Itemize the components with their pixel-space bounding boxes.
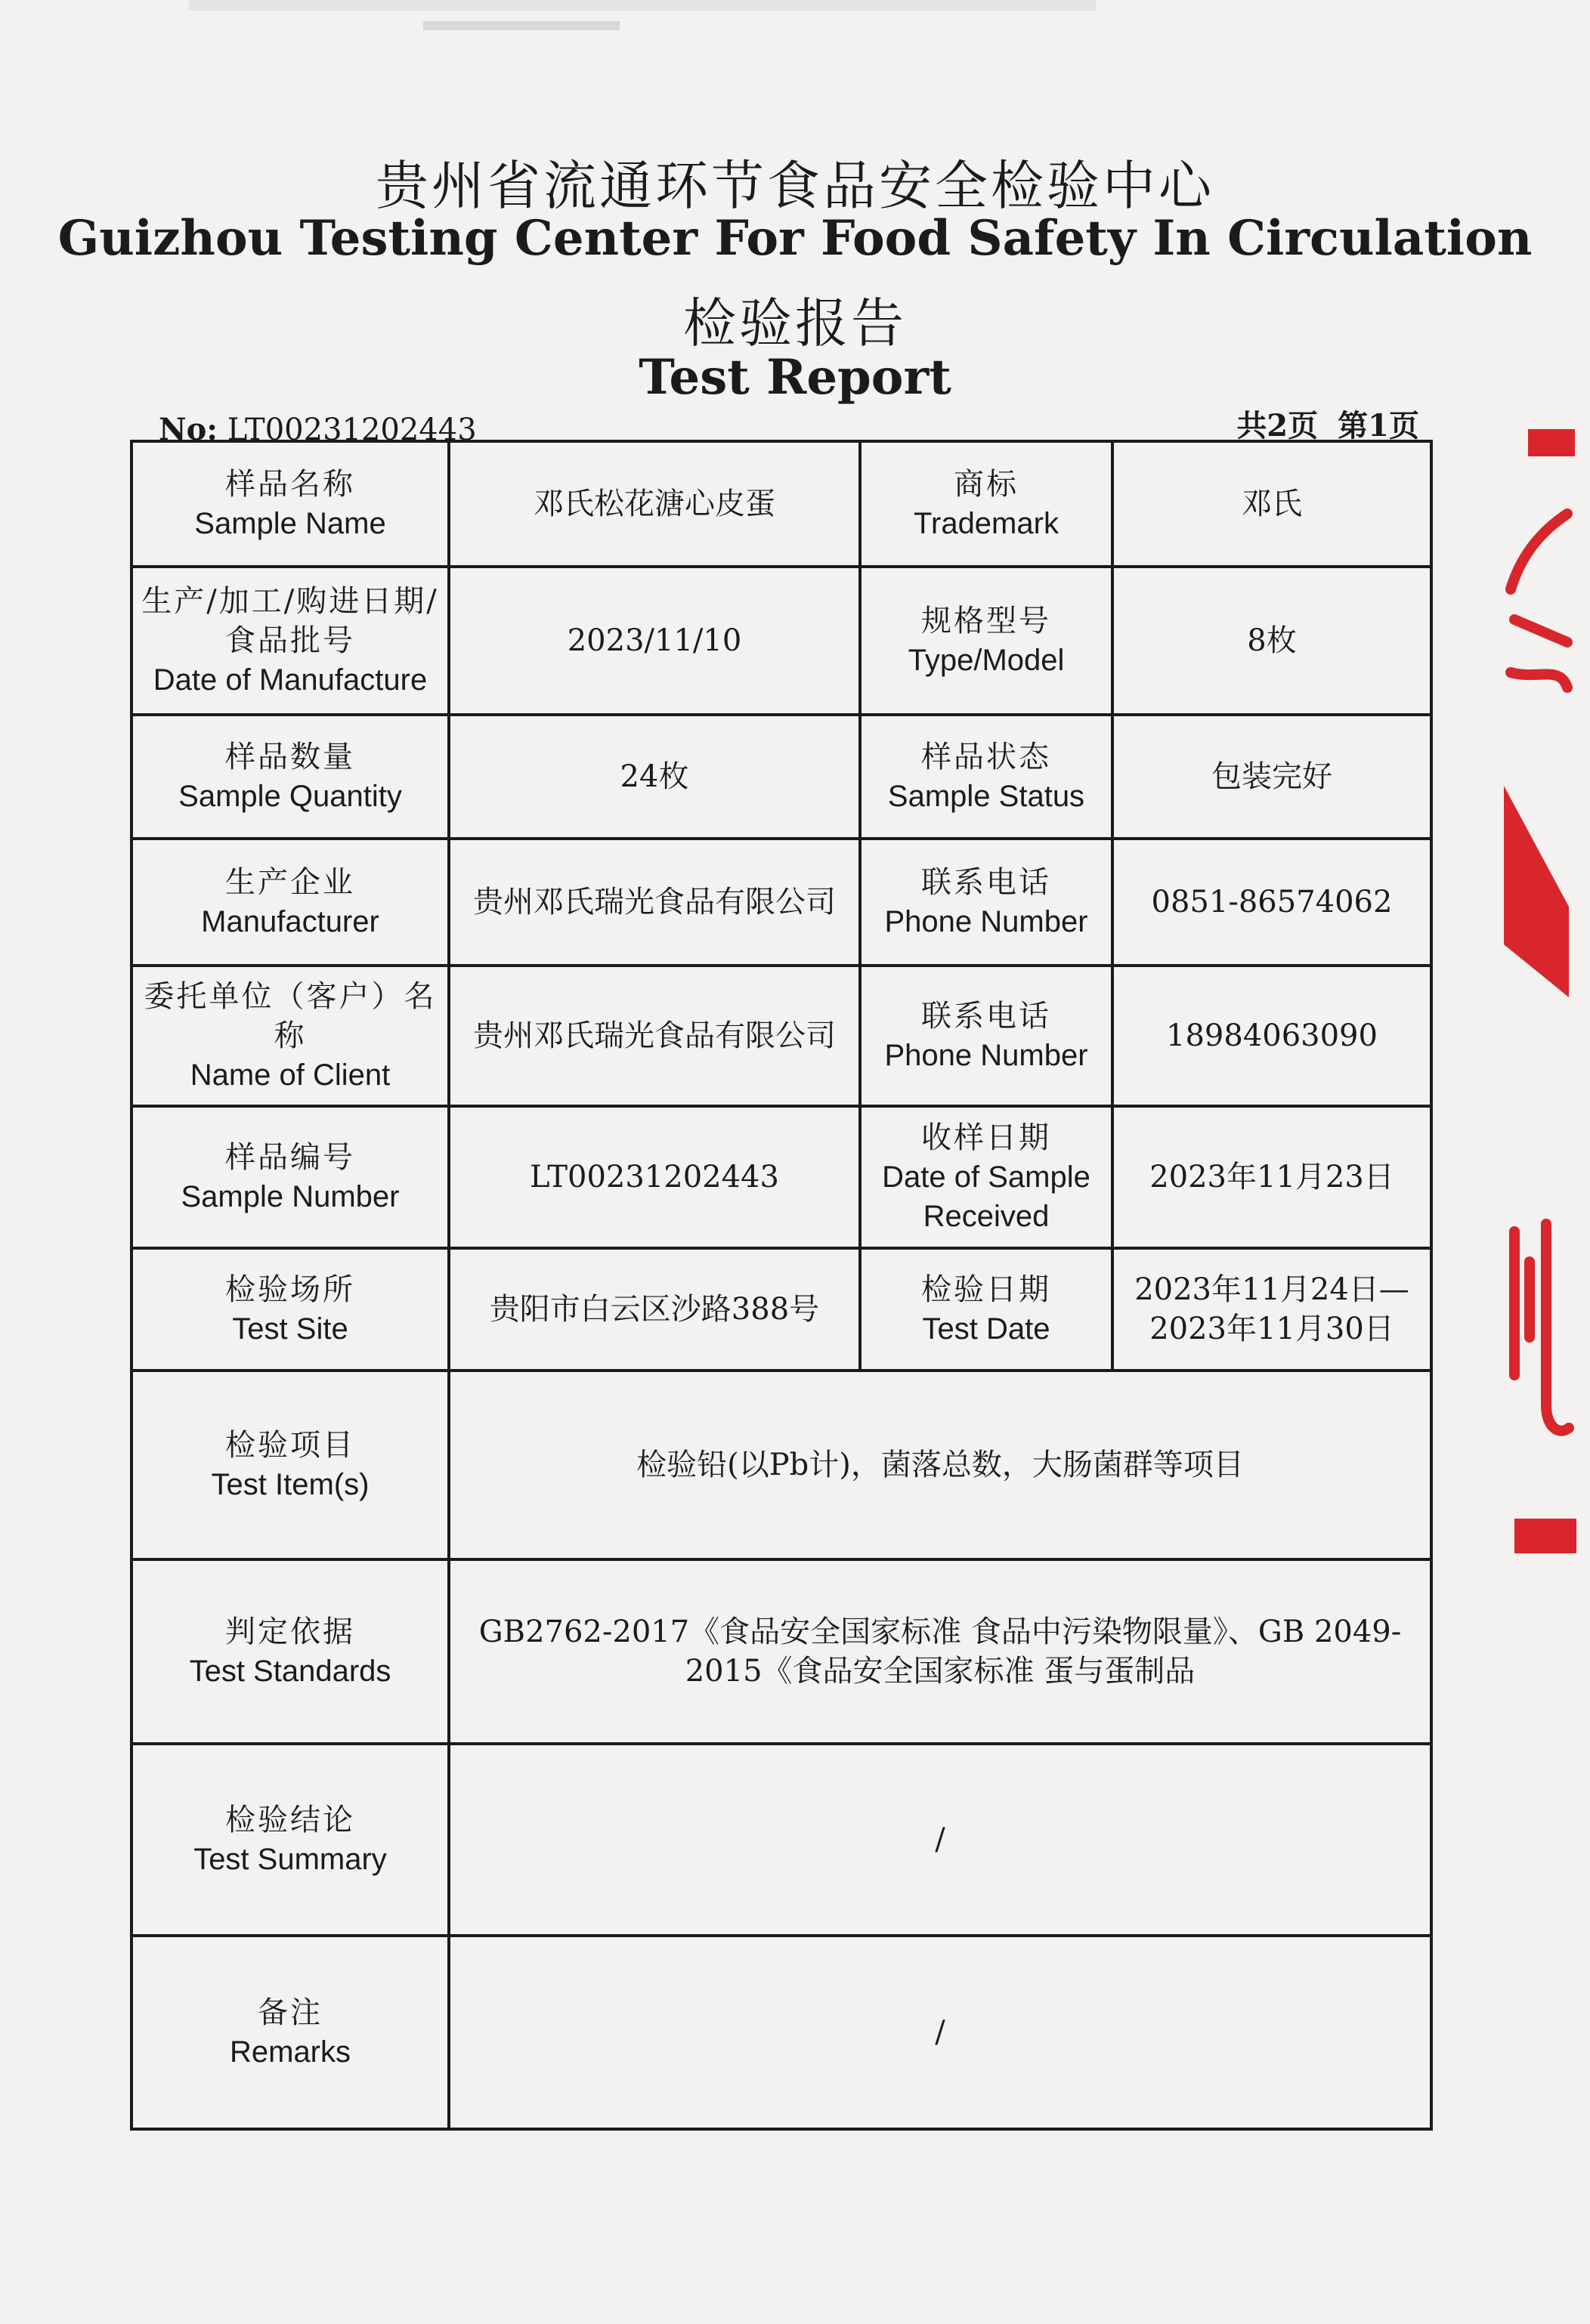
stamp-mark-middle <box>1504 786 1569 997</box>
manufacturer-phone-label: 联系电话 Phone Number <box>860 839 1112 966</box>
test-date-end: 2023年11月30日 <box>1149 1312 1394 1346</box>
report-title-cn: 检验报告 <box>683 292 907 354</box>
manufacturer-label: 生产企业 Manufacturer <box>131 839 449 966</box>
scan-artifact-top <box>189 0 1096 11</box>
test-summary-label: 检验结论 Test Summary <box>131 1744 449 1936</box>
client-value: 贵州邓氏瑞光食品有限公司 <box>449 966 860 1106</box>
table-row <box>131 1248 1431 1371</box>
test-standards-value: GB2762-2017《食品安全国家标准 食品中污染物限量》、GB 2049-2015《食品安全国家标准 蛋与蛋制品 <box>449 1559 1431 1744</box>
test-items-label: 检验项目 Test Item(s) <box>131 1371 449 1559</box>
page-current: 第1页 <box>1338 408 1419 443</box>
report-number-value: LT00231202443 <box>227 413 477 447</box>
date-received-value: 2023年11月23日 <box>1112 1106 1431 1248</box>
test-date-label: 检验日期 Test Date <box>860 1248 1112 1371</box>
test-site-label: 检验场所 Test Site <box>131 1248 449 1371</box>
sample-quantity-value: 24枚 <box>449 715 860 839</box>
sample-number-value: LT00231202443 <box>449 1106 860 1248</box>
stamp-mark-bottom <box>1514 1519 1576 1553</box>
type-model-label: 规格型号 Type/Model <box>860 567 1112 715</box>
table-row <box>131 715 1431 839</box>
sample-quantity-label: 样品数量 Sample Quantity <box>131 715 449 839</box>
test-standards-label: 判定依据 Test Standards <box>131 1559 449 1744</box>
manufacture-date-label: 生产/加工/购进日期/食品批号 Date of Manufacture <box>131 567 449 715</box>
manufacturer-value: 贵州邓氏瑞光食品有限公司 <box>449 839 860 966</box>
sample-name-label: 样品名称 Sample Name <box>131 441 449 567</box>
type-model-value: 8枚 <box>1112 567 1431 715</box>
test-site-value: 贵阳市白云区沙路388号 <box>449 1248 860 1371</box>
scan-artifact-top-small <box>423 21 620 30</box>
table-row <box>131 441 1431 567</box>
client-phone-value: 18984063090 <box>1112 966 1431 1106</box>
seal-stamp-edge <box>1499 423 1590 1647</box>
table-row <box>131 966 1431 1106</box>
sample-status-label: 样品状态 Sample Status <box>860 715 1112 839</box>
report-number-label: No: <box>159 412 218 447</box>
stamp-mark-lower <box>1514 1224 1569 1431</box>
sample-number-label: 样品编号 Sample Number <box>131 1106 449 1248</box>
date-received-label: 收样日期 Date of Sample Received <box>860 1106 1112 1248</box>
table-row <box>131 1559 1431 1744</box>
test-date-value <box>1112 1248 1431 1371</box>
client-label: 委托单位（客户）名称 Name of Client <box>131 966 449 1106</box>
remarks-label: 备注 Remarks <box>131 1936 449 2129</box>
table-row <box>131 839 1431 966</box>
table-row <box>131 1936 1431 2129</box>
test-summary-value: / <box>449 1744 1431 1936</box>
remarks-value: / <box>449 1936 1431 2129</box>
table-row <box>131 567 1431 715</box>
report-title-en: Test Report <box>639 349 951 406</box>
page-indicator <box>1217 402 1419 445</box>
client-phone-label: 联系电话 Phone Number <box>860 966 1112 1106</box>
manufacturer-phone-value: 0851-86574062 <box>1112 839 1431 966</box>
organization-name-cn: 贵州省流通环节食品安全检验中心 <box>376 155 1214 217</box>
pages-total: 共2页 <box>1236 408 1319 443</box>
stamp-mark-upper <box>1511 514 1567 688</box>
table-row <box>131 1371 1431 1559</box>
test-items-value: 检验铅(以Pb计)，菌落总数，大肠菌群等项目 <box>449 1371 1431 1559</box>
manufacture-date-value: 2023/11/10 <box>449 567 860 715</box>
table-row <box>131 1744 1431 1936</box>
trademark-value: 邓氏 <box>1112 441 1431 567</box>
sample-status-value: 包装完好 <box>1112 715 1431 839</box>
stamp-mark-top <box>1528 429 1575 456</box>
sample-name-value: 邓氏松花溏心皮蛋 <box>449 441 860 567</box>
table-row <box>131 1106 1431 1248</box>
report-table <box>130 440 1433 2131</box>
organization-name-en: Guizhou Testing Center For Food Safety In Circulation <box>57 210 1533 267</box>
trademark-label: 商标 Trademark <box>860 441 1112 567</box>
test-date-start: 2023年11月24日— <box>1134 1272 1409 1307</box>
